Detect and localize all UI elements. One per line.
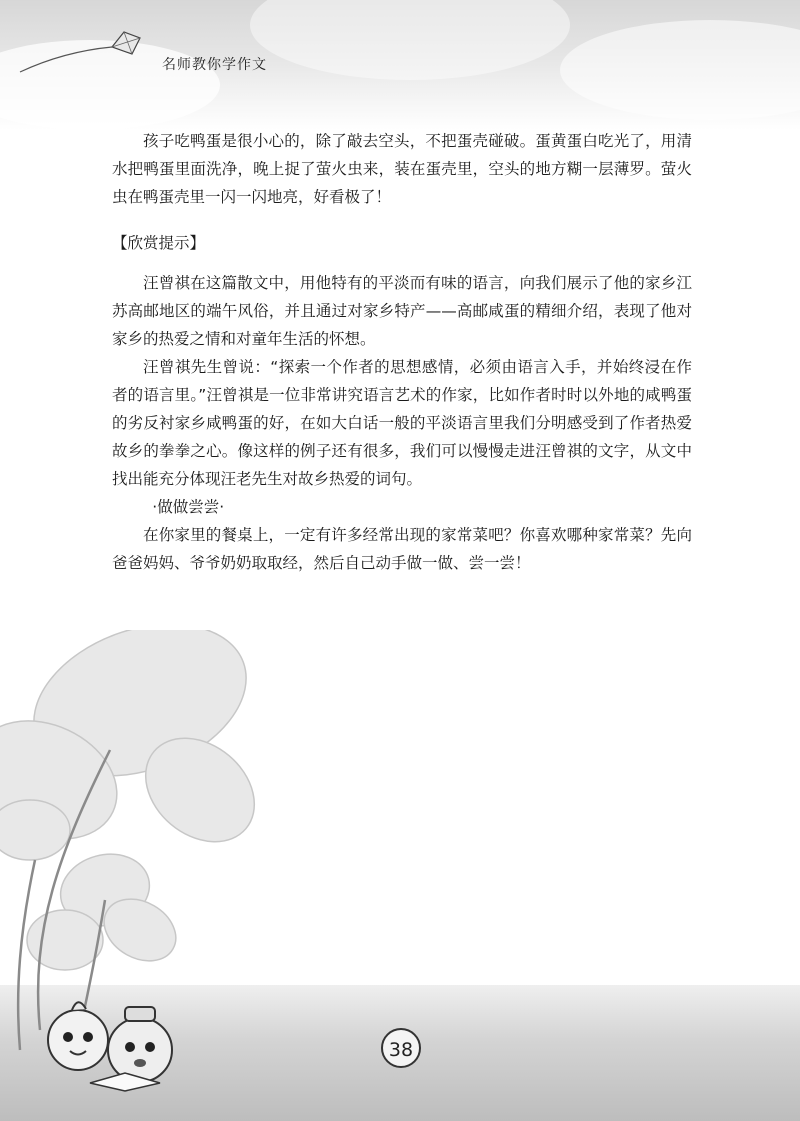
section-heading: 【欣赏提示】 [112, 234, 206, 252]
activity-heading: ·做做尝尝· [152, 498, 225, 516]
cartoon-character-illustration [30, 985, 210, 1095]
paragraph-appreciation-1: 汪曾祺在这篇散文中，用他特有的平淡而有味的语言，向我们展示了他的家乡江苏高邮地区的端午风俗，并且通过对家乡特产——高邮咸蛋的精细介绍，表现了他对家乡的热爱之情和对童年生活的怀想。 [112, 274, 692, 348]
book-title: 名师教你学作文 [162, 57, 267, 73]
article-body [112, 127, 692, 577]
paragraph-appreciation-2: 汪曾祺先生曾说：“探索一个作者的思想感情，必须由语言入手，并始终浸在作者的语言里。”汪曾祺是一位非常讲究语言艺术的作家，比如作者时时以外地的咸鸭蛋的劣反衬家乡咸鸭蛋的好，在如大白话一般的平淡语言里我们分明感受到了作者热爱故乡的拳拳之心。像这样的例子还有很多，我们可以慢慢走进汪曾祺的文字，从文中找出能充分体现汪老先生对故乡热爱的词句。 [112, 358, 692, 488]
paragraph-intro: 孩子吃鸭蛋是很小心的，除了敲去空头，不把蛋壳碰破。蛋黄蛋白吃光了，用清水把鸭蛋里面洗净，晚上捉了萤火虫来，装在蛋壳里，空头的地方糊一层薄罗。萤火虫在鸭蛋壳里一闪一闪地亮，好看极了！ [112, 132, 692, 206]
page-number: 38 [381, 1028, 421, 1068]
paragraph-activity: 在你家里的餐桌上，一定有许多经常出现的家常菜吧？你喜欢哪种家常菜？先向爸爸妈妈、爷爷奶奶取取经，然后自己动手做一做、尝一尝！ [112, 526, 692, 572]
